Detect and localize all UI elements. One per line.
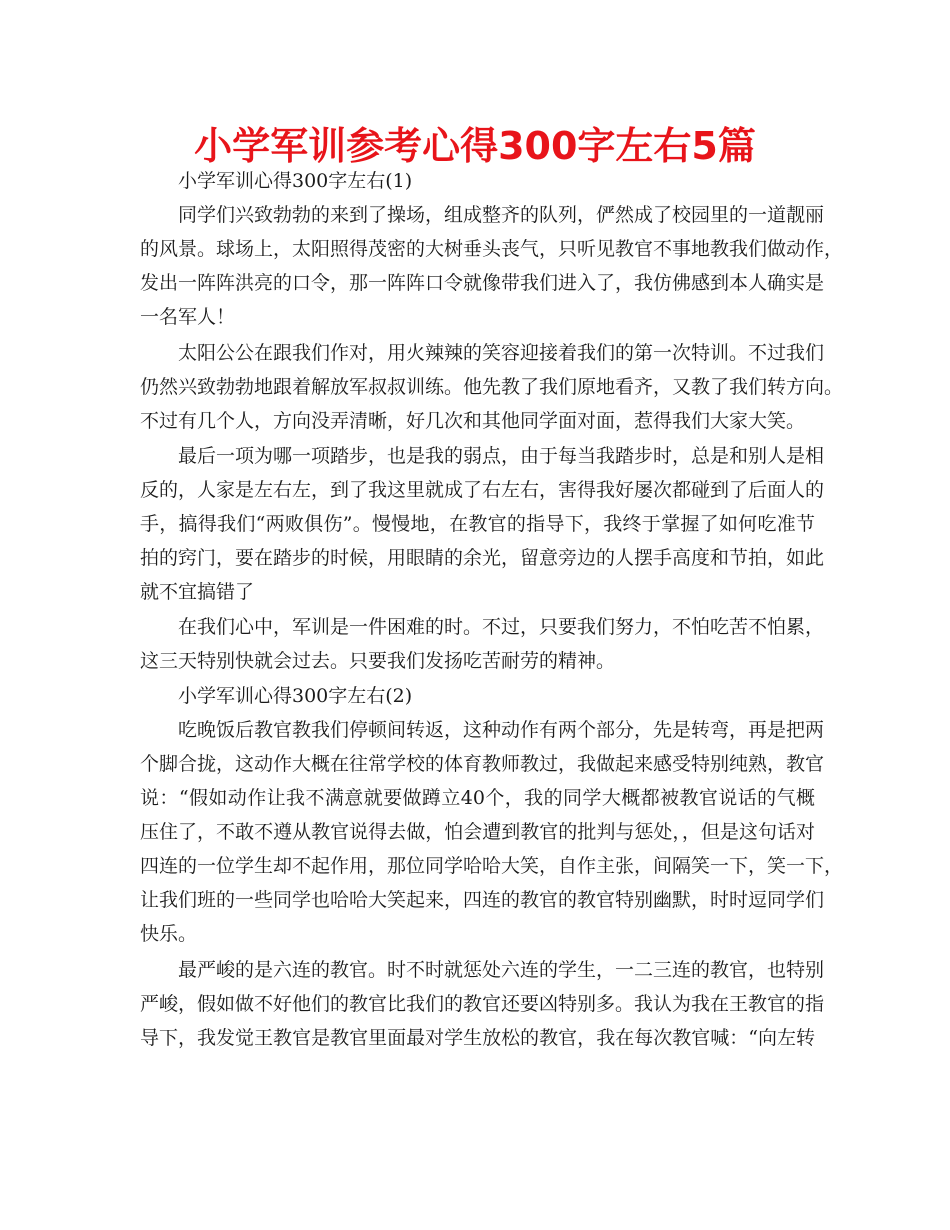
paragraph-line: 严峻，假如做不好他们的教官比我们的教官还要凶特别多。我认为我在王教官的指 xyxy=(140,993,825,1015)
paragraph-line: 不过有几个人，方向没弄清晰，好几次和其他同学面对面，惹得我们大家大笑。 xyxy=(140,410,806,432)
paragraph-line: 同学们兴致勃勃的来到了操场，组成整齐的队列，俨然成了校园里的一道靓丽 xyxy=(178,204,825,226)
paragraph-line: 就不宜搞错了 xyxy=(140,581,255,603)
paragraph-line: 仍然兴致勃勃地跟着解放军叔叔训练。他先教了我们原地看齐，又教了我们转方向。 xyxy=(140,376,844,398)
paragraph-line: 的风景。球场上，太阳照得茂密的大树垂头丧气，只听见教官不事地教我们做动作， xyxy=(140,238,844,260)
document-title: 小学军训参考心得300字左右5篇 xyxy=(194,124,756,168)
paragraph-line: 在我们心中，军训是一件困难的时。不过，只要我们努力，不怕吃苦不怕累， xyxy=(178,616,825,638)
paragraph-line: 最严峻的是六连的教官。时不时就惩处六连的学生，一二三连的教官，也特别 xyxy=(178,959,825,981)
paragraph-line: 让我们班的一些同学也哈哈大笑起来，四连的教官的教官特别幽默，时时逗同学们 xyxy=(140,889,825,911)
paragraph-line: 个脚合拢，这动作大概在往常学校的体育教师教过，我做起来感受特别纯熟，教官 xyxy=(140,753,825,775)
paragraph-line: 最后一项为哪一项踏步，也是我的弱点，由于每当我踏步时，总是和别人是相 xyxy=(178,445,825,467)
paragraph-line: 压住了，不敢不遵从教官说得去做，怕会遭到教官的批判与惩处，，但是这句话对 xyxy=(140,821,815,843)
paragraph-line: 吃晚饭后教官教我们停顿间转返，这种动作有两个部分，先是转弯，再是把两 xyxy=(178,719,825,741)
paragraph-line: 反的，人家是左右左，到了我这里就成了右左右，害得我好屡次都碰到了后面人的 xyxy=(140,479,825,501)
paragraph-line: 快乐。 xyxy=(140,923,198,945)
paragraph-line: 说：“假如动作让我不满意就要做蹲立40个，我的同学大概都被教官说话的气概 xyxy=(140,787,815,809)
paragraph-line: 手，搞得我们“两败俱伤”。慢慢地，在教官的指导下，我终于掌握了如何吃准节 xyxy=(140,513,815,535)
paragraph-line: 发出一阵阵洪亮的口令，那一阵阵口令就像带我们进入了，我仿佛感到本人确实是 xyxy=(140,272,825,294)
section-heading: 小学军训心得300字左右(2) xyxy=(178,685,413,707)
paragraph-line: 四连的一位学生却不起作用，那位同学哈哈大笑，自作主张，间隔笑一下，笑一下， xyxy=(140,855,844,877)
paragraph-line: 导下，我发觉王教官是教官里面最对学生放松的教官，我在每次教官喊：“向左转 xyxy=(140,1027,815,1049)
paragraph-line: 拍的窍门，要在踏步的时候，用眼睛的余光，留意旁边的人摆手高度和节拍，如此 xyxy=(140,547,825,569)
section-heading: 小学军训心得300字左右(1) xyxy=(178,170,413,192)
paragraph-line: 一名军人！ xyxy=(140,306,236,328)
paragraph-line: 太阳公公在跟我们作对，用火辣辣的笑容迎接着我们的第一次特训。不过我们 xyxy=(178,342,825,364)
paragraph-line: 这三天特别快就会过去。只要我们发扬吃苦耐劳的精神。 xyxy=(140,650,616,672)
